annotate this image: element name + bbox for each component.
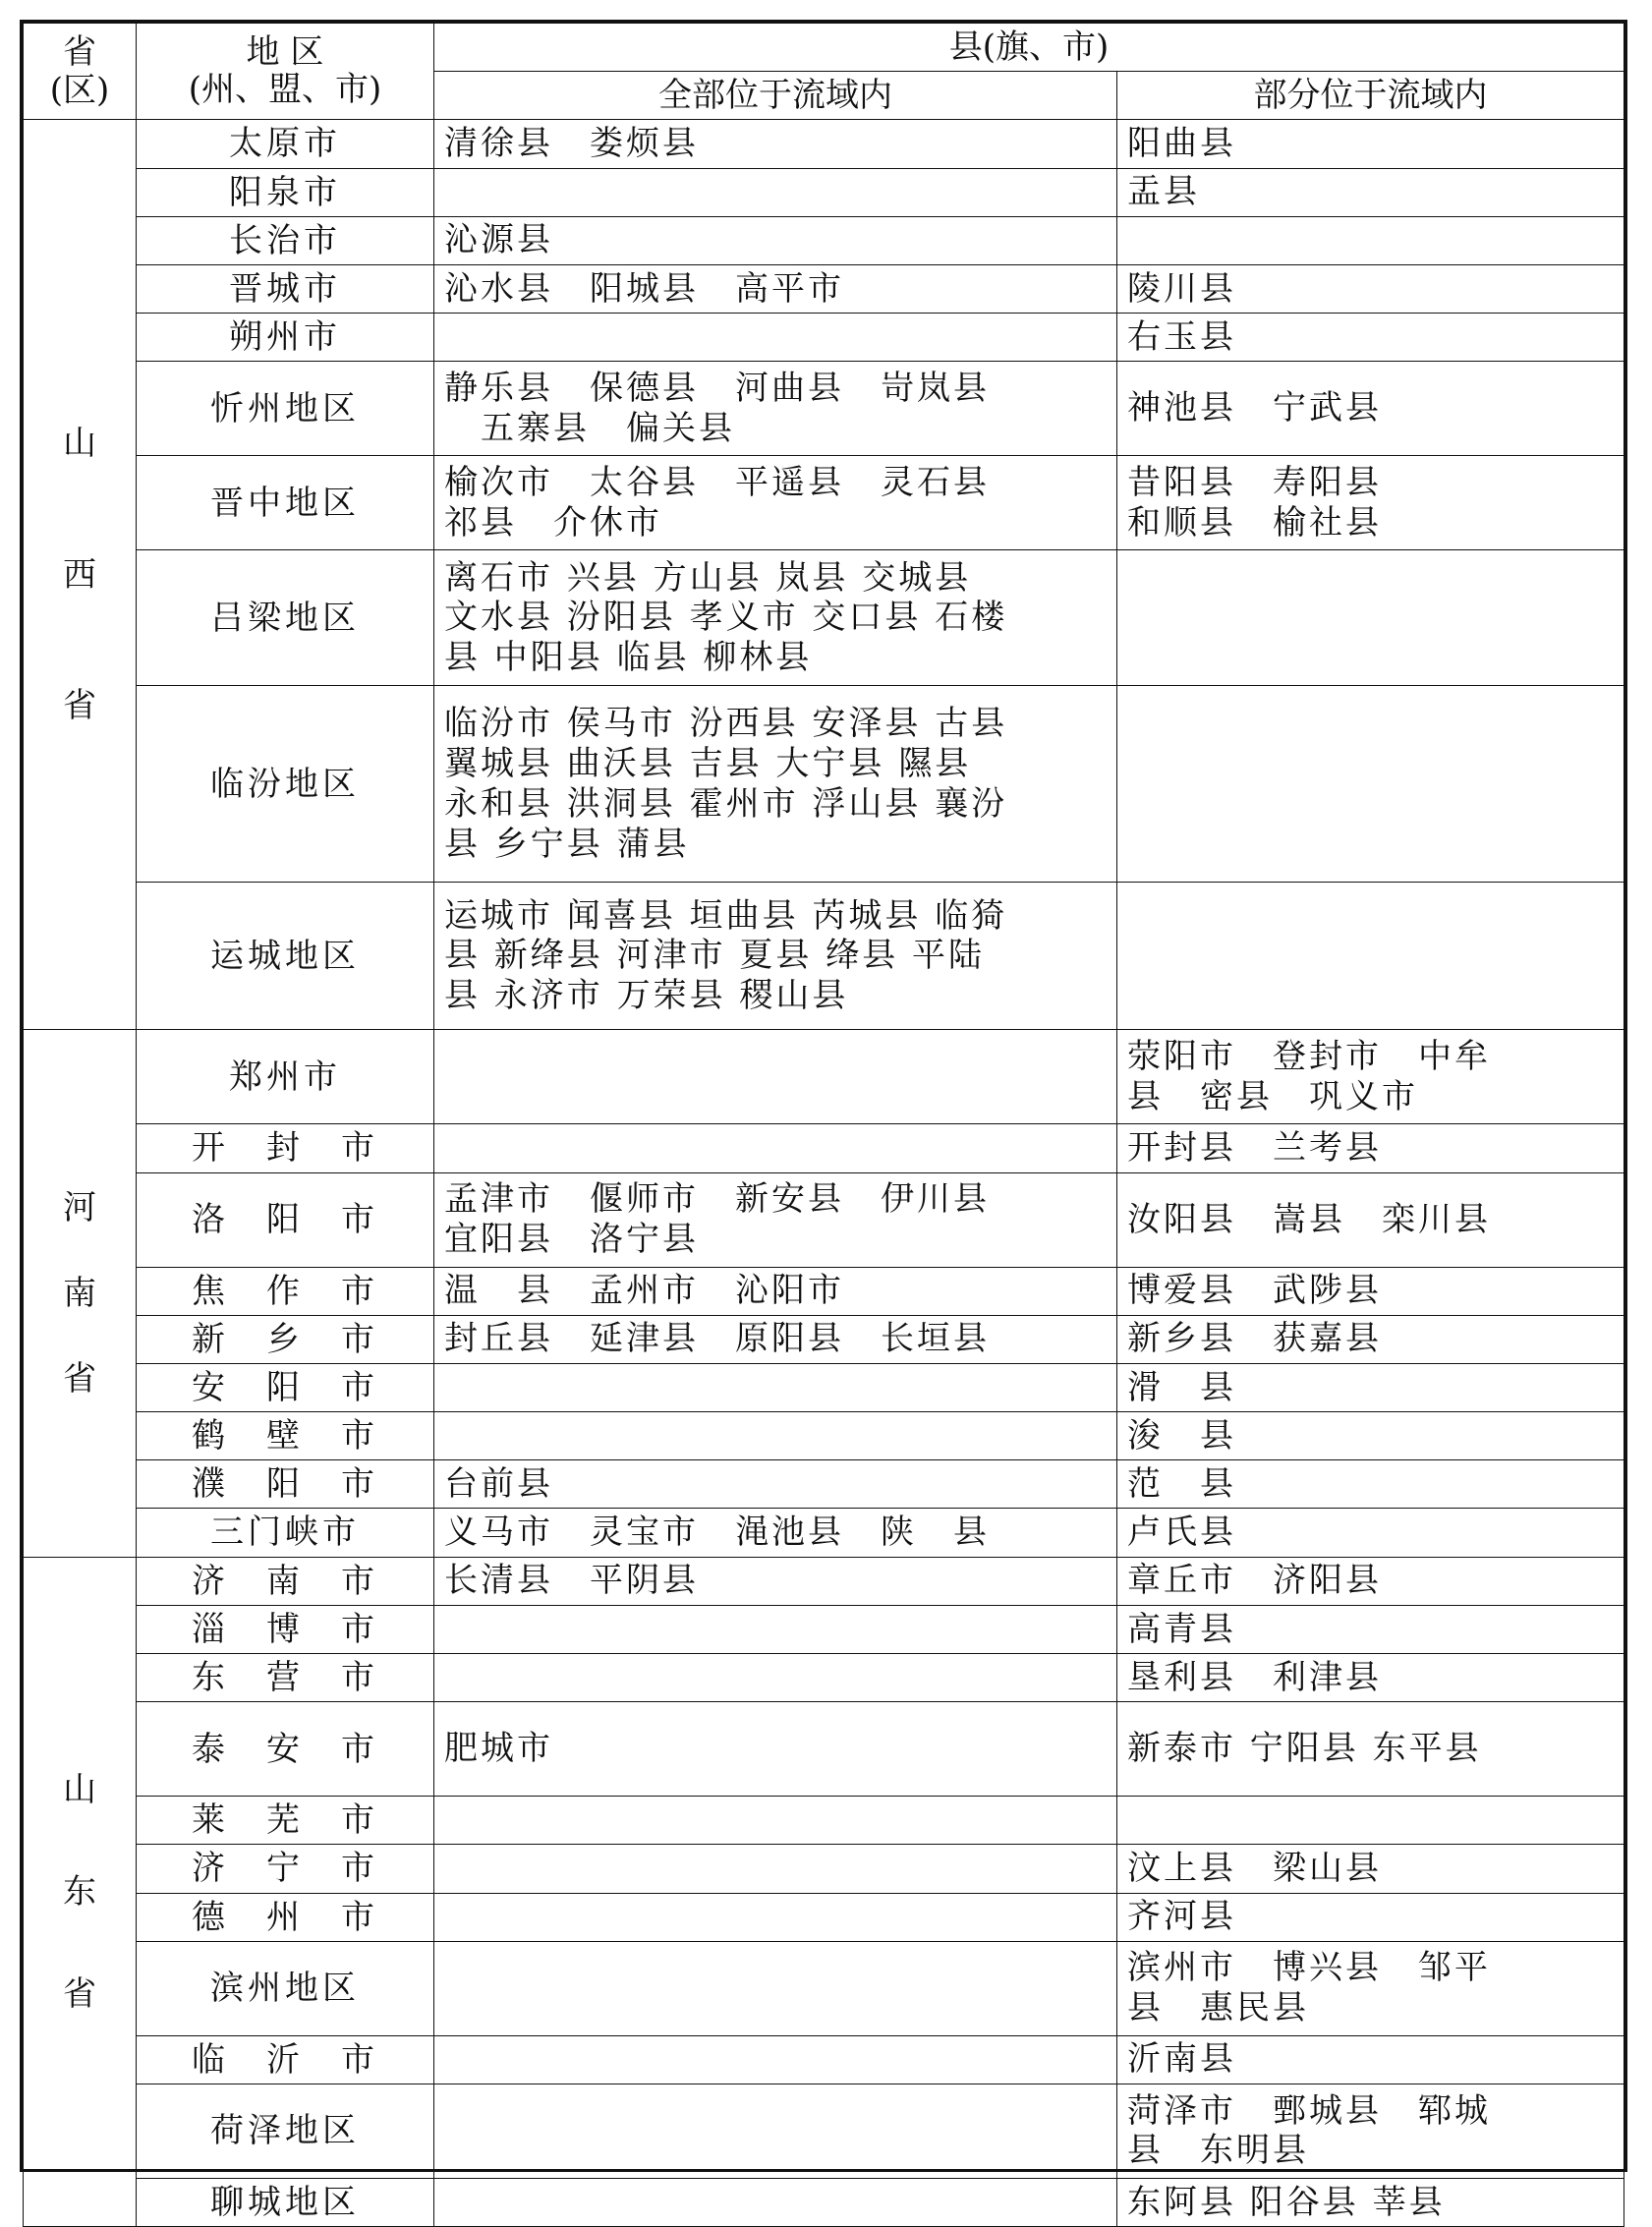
partial-county-cell: 齐河县 bbox=[1117, 1893, 1624, 1941]
full-county-cell bbox=[434, 2035, 1117, 2084]
table-row bbox=[24, 1267, 1624, 1315]
full-county-cell bbox=[434, 2178, 1117, 2226]
full-county-cell: 温 县 孟州市 沁阳市 bbox=[434, 1267, 1117, 1315]
full-county-cell: 运城市 闻喜县 垣曲县 芮城县 临猗 县 新绛县 河津市 夏县 绛县 平陆 县 永济市 万荣县 稷山县 bbox=[434, 883, 1117, 1030]
table-row bbox=[24, 883, 1624, 1030]
table-row bbox=[24, 1654, 1624, 1702]
region-cell: 聊城地区 bbox=[137, 2178, 434, 2226]
table-row bbox=[24, 314, 1624, 362]
region-cell: 太原市 bbox=[137, 120, 434, 168]
region-cell: 东 营 市 bbox=[137, 1654, 434, 1702]
table-row bbox=[24, 2035, 1624, 2084]
full-county-cell bbox=[434, 1412, 1117, 1460]
full-county-cell: 台前县 bbox=[434, 1460, 1117, 1509]
region-cell: 济 宁 市 bbox=[137, 1845, 434, 1893]
region-cell: 安 阳 市 bbox=[137, 1363, 434, 1411]
full-county-cell: 静乐县 保德县 河曲县 岢岚县 五寨县 偏关县 bbox=[434, 362, 1117, 456]
partial-county-cell: 盂县 bbox=[1117, 168, 1624, 216]
region-cell: 运城地区 bbox=[137, 883, 434, 1030]
partial-county-cell: 陵川县 bbox=[1117, 264, 1624, 313]
partial-county-cell: 卢氏县 bbox=[1117, 1509, 1624, 1557]
full-county-cell bbox=[434, 1893, 1117, 1941]
table-row bbox=[24, 264, 1624, 313]
table-row bbox=[24, 1315, 1624, 1363]
region-cell: 泰 安 市 bbox=[137, 1702, 434, 1797]
full-county-cell: 沁水县 阳城县 高平市 bbox=[434, 264, 1117, 313]
full-county-cell bbox=[434, 1654, 1117, 1702]
region-cell: 莱 芜 市 bbox=[137, 1797, 434, 1845]
full-county-cell bbox=[434, 2084, 1117, 2178]
partial-county-cell bbox=[1117, 550, 1624, 686]
table-row bbox=[24, 120, 1624, 168]
region-cell: 三门峡市 bbox=[137, 1509, 434, 1557]
full-county-cell: 孟津市 偃师市 新安县 伊川县 宜阳县 洛宁县 bbox=[434, 1172, 1117, 1267]
header-province: 省 (区) bbox=[24, 24, 137, 120]
partial-county-cell: 东阿县 阳谷县 莘县 bbox=[1117, 2178, 1624, 2226]
partial-county-cell: 右玉县 bbox=[1117, 314, 1624, 362]
table-row bbox=[24, 1509, 1624, 1557]
partial-county-cell: 沂南县 bbox=[1117, 2035, 1624, 2084]
table-row bbox=[24, 2084, 1624, 2178]
region-cell: 济 南 市 bbox=[137, 1557, 434, 1605]
full-county-cell bbox=[434, 1030, 1117, 1124]
partial-county-cell: 高青县 bbox=[1117, 1605, 1624, 1653]
table-row bbox=[24, 1845, 1624, 1893]
full-county-cell: 长清县 平阴县 bbox=[434, 1557, 1117, 1605]
partial-county-cell: 新泰市 宁阳县 东平县 bbox=[1117, 1702, 1624, 1797]
partial-county-cell: 阳曲县 bbox=[1117, 120, 1624, 168]
table-row bbox=[24, 1030, 1624, 1124]
partial-county-cell bbox=[1117, 883, 1624, 1030]
region-cell: 荷泽地区 bbox=[137, 2084, 434, 2178]
header-county: 县(旗、市) bbox=[434, 24, 1624, 72]
region-cell: 临汾地区 bbox=[137, 686, 434, 883]
partial-county-cell: 垦利县 利津县 bbox=[1117, 1654, 1624, 1702]
partial-county-cell: 汝阳县 嵩县 栾川县 bbox=[1117, 1172, 1624, 1267]
table-row bbox=[24, 362, 1624, 456]
region-cell: 开 封 市 bbox=[137, 1124, 434, 1172]
region-cell: 焦 作 市 bbox=[137, 1267, 434, 1315]
partial-county-cell: 范 县 bbox=[1117, 1460, 1624, 1509]
partial-county-cell: 荥阳市 登封市 中牟 县 密县 巩义市 bbox=[1117, 1030, 1624, 1124]
region-cell: 新 乡 市 bbox=[137, 1315, 434, 1363]
region-cell: 鹤 壁 市 bbox=[137, 1412, 434, 1460]
region-cell: 郑州市 bbox=[137, 1030, 434, 1124]
table-row bbox=[24, 1460, 1624, 1509]
region-cell: 阳泉市 bbox=[137, 168, 434, 216]
header-partial: 部分位于流域内 bbox=[1117, 72, 1624, 120]
table-row bbox=[24, 550, 1624, 686]
full-county-cell: 义马市 灵宝市 渑池县 陕 县 bbox=[434, 1509, 1117, 1557]
partial-county-cell: 章丘市 济阳县 bbox=[1117, 1557, 1624, 1605]
header-region: 地 区 (州、盟、市) bbox=[137, 24, 434, 120]
full-county-cell: 临汾市 侯马市 汾西县 安泽县 古县 翼城县 曲沃县 吉县 大宁县 隰县 永和县 洪洞县 霍州市 浮山县 襄汾 县 乡宁县 蒲县 bbox=[434, 686, 1117, 883]
full-county-cell: 封丘县 延津县 原阳县 长垣县 bbox=[434, 1315, 1117, 1363]
table-row bbox=[24, 1124, 1624, 1172]
region-cell: 德 州 市 bbox=[137, 1893, 434, 1941]
table-row bbox=[24, 1557, 1624, 1605]
county-table bbox=[23, 23, 1624, 2227]
full-county-cell: 离石市 兴县 方山县 岚县 交城县 文水县 汾阳县 孝义市 交口县 石楼 县 中阳县 临县 柳林县 bbox=[434, 550, 1117, 686]
region-cell: 忻州地区 bbox=[137, 362, 434, 456]
region-cell: 淄 博 市 bbox=[137, 1605, 434, 1653]
full-county-cell bbox=[434, 1845, 1117, 1893]
table-row bbox=[24, 1412, 1624, 1460]
full-county-cell bbox=[434, 168, 1117, 216]
header-full: 全部位于流域内 bbox=[434, 72, 1117, 120]
full-county-cell: 沁源县 bbox=[434, 216, 1117, 264]
region-cell: 洛 阳 市 bbox=[137, 1172, 434, 1267]
partial-county-cell: 浚 县 bbox=[1117, 1412, 1624, 1460]
full-county-cell bbox=[434, 1941, 1117, 2035]
partial-county-cell: 开封县 兰考县 bbox=[1117, 1124, 1624, 1172]
province-cell: 河 南 省 bbox=[24, 1030, 137, 1557]
partial-county-cell: 汶上县 梁山县 bbox=[1117, 1845, 1624, 1893]
partial-county-cell: 神池县 宁武县 bbox=[1117, 362, 1624, 456]
table-page bbox=[20, 20, 1627, 2222]
table-row bbox=[24, 1172, 1624, 1267]
full-county-cell bbox=[434, 314, 1117, 362]
full-county-cell: 榆次市 太谷县 平遥县 灵石县 祁县 介休市 bbox=[434, 456, 1117, 550]
full-county-cell bbox=[434, 1605, 1117, 1653]
table-body bbox=[24, 120, 1624, 2227]
region-cell: 濮 阳 市 bbox=[137, 1460, 434, 1509]
province-cell: 山 东 省 bbox=[24, 1557, 137, 2227]
region-cell: 晋城市 bbox=[137, 264, 434, 313]
region-cell: 晋中地区 bbox=[137, 456, 434, 550]
table-row bbox=[24, 686, 1624, 883]
partial-county-cell bbox=[1117, 216, 1624, 264]
full-county-cell: 清徐县 娄烦县 bbox=[434, 120, 1117, 168]
full-county-cell bbox=[434, 1124, 1117, 1172]
partial-county-cell: 滑 县 bbox=[1117, 1363, 1624, 1411]
table-row bbox=[24, 1363, 1624, 1411]
table-row bbox=[24, 456, 1624, 550]
full-county-cell: 肥城市 bbox=[434, 1702, 1117, 1797]
table-row bbox=[24, 1893, 1624, 1941]
region-cell: 长治市 bbox=[137, 216, 434, 264]
partial-county-cell: 博爱县 武陟县 bbox=[1117, 1267, 1624, 1315]
full-county-cell bbox=[434, 1363, 1117, 1411]
table-row bbox=[24, 1941, 1624, 2035]
partial-county-cell: 菏泽市 鄄城县 郓城 县 东明县 bbox=[1117, 2084, 1624, 2178]
table-row bbox=[24, 2178, 1624, 2226]
partial-county-cell: 滨州市 博兴县 邹平 县 惠民县 bbox=[1117, 1941, 1624, 2035]
partial-county-cell: 新乡县 获嘉县 bbox=[1117, 1315, 1624, 1363]
partial-county-cell bbox=[1117, 686, 1624, 883]
region-cell: 朔州市 bbox=[137, 314, 434, 362]
table-row bbox=[24, 1702, 1624, 1797]
region-cell: 吕梁地区 bbox=[137, 550, 434, 686]
table-row bbox=[24, 1605, 1624, 1653]
region-cell: 临 沂 市 bbox=[137, 2035, 434, 2084]
table-row bbox=[24, 1797, 1624, 1845]
table-row bbox=[24, 168, 1624, 216]
table-row bbox=[24, 216, 1624, 264]
partial-county-cell: 昔阳县 寿阳县 和顺县 榆社县 bbox=[1117, 456, 1624, 550]
province-cell: 山 西 省 bbox=[24, 120, 137, 1030]
partial-county-cell bbox=[1117, 1797, 1624, 1845]
full-county-cell bbox=[434, 1797, 1117, 1845]
region-cell: 滨州地区 bbox=[137, 1941, 434, 2035]
